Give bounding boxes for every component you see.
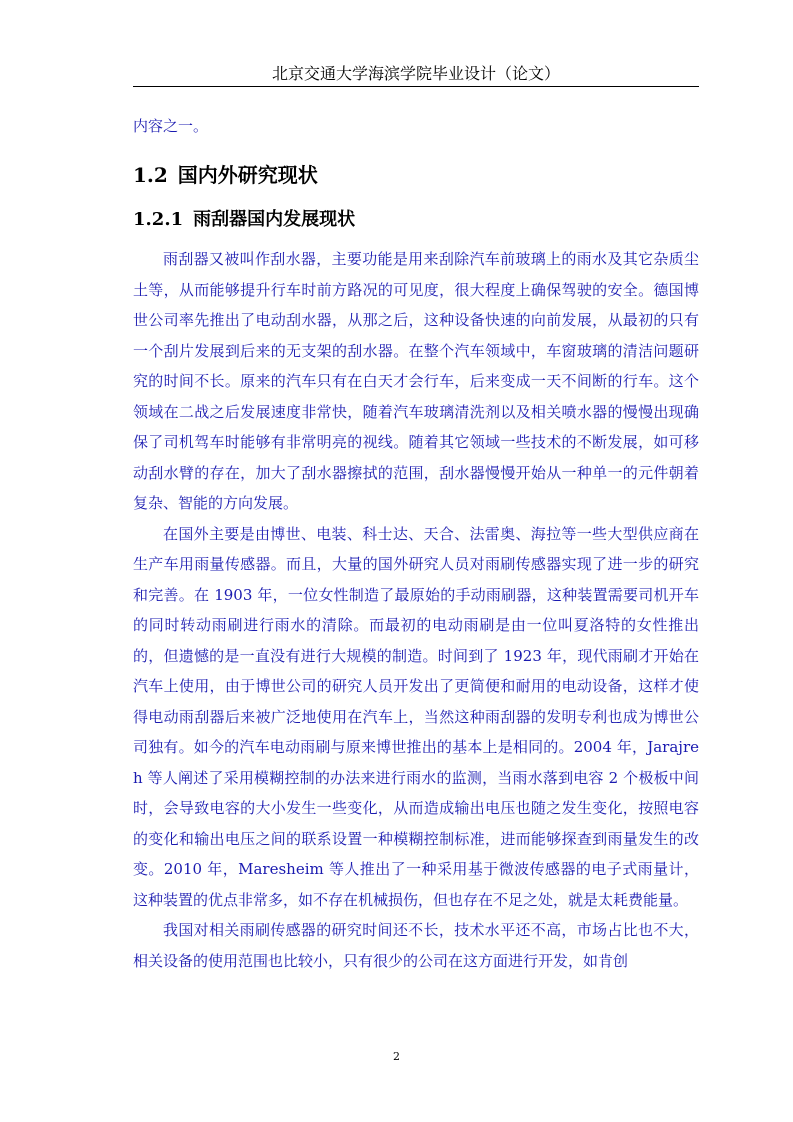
- subsection-title: 雨刮器国内发展现状: [193, 209, 356, 230]
- paragraph-wiper-history: 雨刮器又被叫作刮水器，主要功能是用来刮除汽车前玻璃上的雨水及其它杂质尘土等，从而能够提升行车时前方路况的可见度，很大程度上确保驾驶的安全。德国博世公司率先推出了电动刮水器，从那之后，这种设备快速的向前发展，从最初的只有一个刮片发展到后来的无支架的刮水器。在整个汽车领域中，车窗玻璃的清洁问题研究的时间不长。原来的汽车只有在白天才会行车，后来变成一天不间断的行车。这个领域在二战之后发展速度非常快，随着汽车玻璃清洗剂以及相关喷水器的慢慢出现确保了司机驾车时能够有非常明亮的视线。随着其它领域一些技术的不断发展，如可移动刮水臂的存在，加大了刮水器擦拭的范围，刮水器慢慢开始从一种单一的元件朝着复杂、智能的方向发展。: [133, 250, 699, 512]
- subsection-heading: [133, 206, 355, 234]
- subsection-number: 1.2.1: [133, 209, 184, 230]
- paragraph-foreign-research: 在国外主要是由博世、电装、科士达、天合、法雷奥、海拉等一些大型供应商在生产车用雨量传感器。而且，大量的国外研究人员对雨刷传感器实现了进一步的研究和完善。在 1903 年，一位女性制造了最原始的手动雨刷器，这种装置需要司机开车的同时转动雨刷进行雨水的清除。而最初的电动雨刷是由一位叫夏洛特的女性推出的，但遗憾的是一直没有进行大规模的制造。时间到了 1923 年，现代雨刷才开始在汽车上使用，由于博世公司的研究人员开发出了更简便和耐用的电动设备，这样才使得电动雨刮器后来被广泛地使用在汽车上，当然这种雨刮器的发明专利也成为博世公司独有。如今的汽车电动雨刷与原来博世推出的基本上是相同的。2004 年，Jarajreh 等人阐述了采用模糊控制的办法来进行雨水的监测，当雨水落到电容 2 个极板中间时，会导致电容的大小发生一些变化，从而造成输出电压也随之发生变化，按照电容的变化和输出电压之间的联系设置一种模糊控制标准，进而能够探查到雨量发生的改变。2010 年，Maresheim 等人推出了一种采用基于微波传感器的电子式雨量计，这种装置的优点非常多，如不存在机械损伤，但也存在不足之处，就是太耗费能量。: [133, 524, 699, 909]
- paragraph-domestic-research: 我国对相关雨刷传感器的研究时间还不长，技术水平还不高，市场占比也不大，相关设备的使用范围也比较小，只有很少的公司在这方面进行开发，如肯创: [133, 921, 699, 970]
- continuation-text: 内容之一。: [133, 117, 209, 135]
- body-text: [133, 244, 699, 976]
- page-header: 北京交通大学海滨学院毕业设计（论文）: [271, 64, 560, 83]
- section-heading: [133, 160, 318, 190]
- page-number: 2: [393, 1050, 400, 1063]
- header-divider: [133, 86, 699, 87]
- section-title: 国内外研究现状: [177, 163, 318, 187]
- section-number: 1.2: [133, 163, 168, 187]
